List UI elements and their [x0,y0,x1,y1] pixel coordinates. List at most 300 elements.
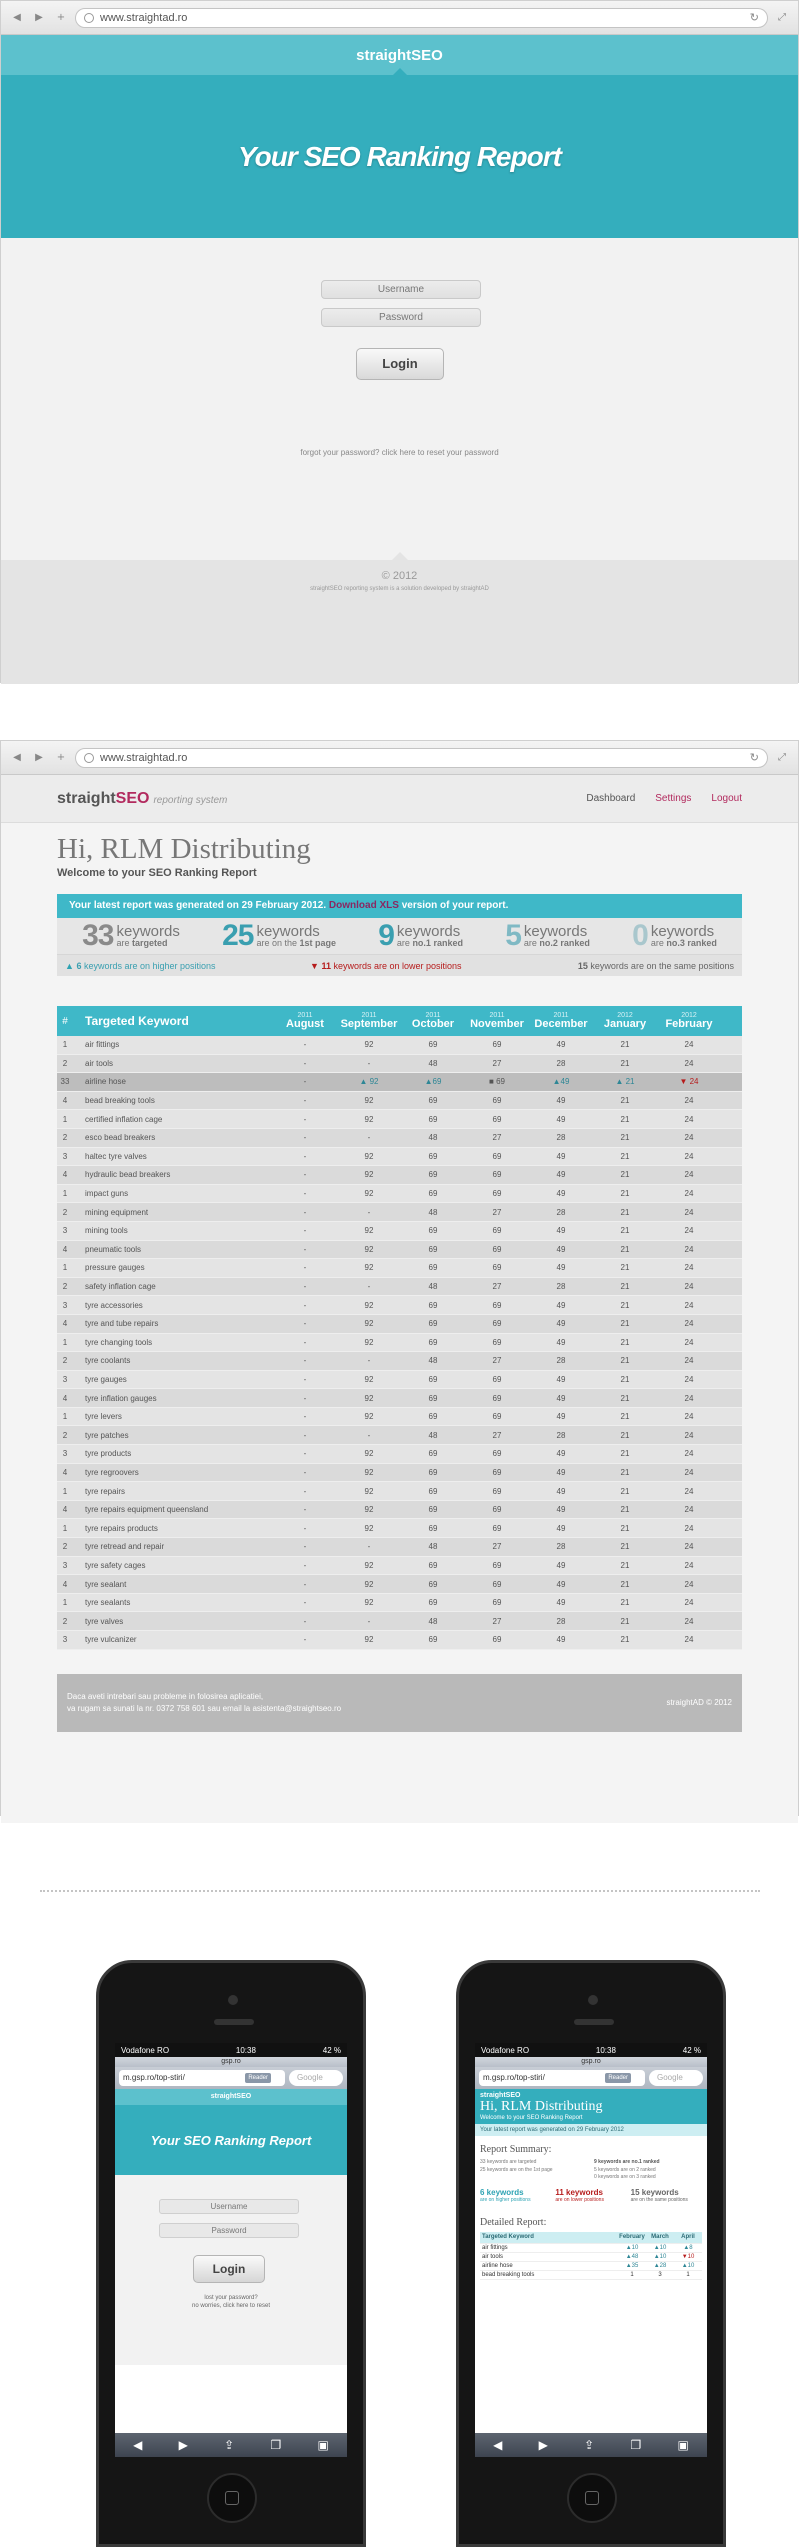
summary-first-page: 25 keywords are on the 1st page [480,2166,553,2173]
row-rank: 49 [556,1263,566,1273]
row-rank: - [367,1133,371,1143]
back-icon[interactable]: ◀ [13,752,21,763]
row-rank: 49 [556,1523,566,1533]
table-row[interactable] [57,1148,742,1167]
month-header[interactable] [529,1012,593,1030]
table-row[interactable] [57,1055,742,1074]
table-row[interactable] [57,1259,742,1278]
table-row[interactable] [57,1073,742,1092]
stat-block [222,921,336,951]
row-rank: 24 [684,1449,694,1459]
row-rank: - [367,1356,371,1366]
address-bar[interactable] [75,8,768,28]
stat-block [82,921,180,951]
table-row[interactable] [57,1315,742,1334]
row-rank: 92 [364,1151,374,1161]
mobile-table-row[interactable] [480,2244,702,2253]
forgot-password-link[interactable]: forgot your password? click here to reset your password [300,448,499,457]
row-number: 1 [62,1114,68,1124]
row-rank: 21 [620,1170,630,1180]
row-rank: 21 [620,1058,630,1068]
row-rank: 24 [684,1133,694,1143]
row-number: 3 [62,1560,68,1570]
brand-logo[interactable] [57,790,227,808]
row-rank: ▲69 [424,1077,442,1087]
row-rank: 69 [492,1449,502,1459]
table-row[interactable] [57,1631,742,1650]
row-rank: 69 [428,1189,438,1199]
row-rank: - [303,1282,307,1292]
month-header-year: 2011 [361,1012,377,1019]
same-label: keywords are on the same positions [590,960,734,971]
table-row[interactable] [57,1352,742,1371]
mobile-row-rank: ▲35 [625,2262,639,2269]
row-rank: 21 [620,1393,630,1403]
phone-left [96,1960,366,2547]
row-keyword: tyre and tube repairs [85,1319,159,1329]
row-rank: 27 [492,1058,502,1068]
globe-icon [84,13,94,23]
row-rank: 21 [620,1412,630,1422]
month-header-year: 2012 [681,1012,697,1019]
lower-count [555,2188,626,2203]
share-icon[interactable]: ⇪ [224,2438,235,2452]
login-footer [1,560,798,684]
table-row[interactable] [57,1464,742,1483]
row-rank: - [303,1244,307,1254]
row-number: 1 [62,1523,68,1533]
stat-number: 33 [82,919,114,952]
browser-chrome [1,741,798,775]
table-row[interactable] [57,1389,742,1408]
row-rank: 24 [684,1300,694,1310]
hero-title: Your SEO Ranking Report [238,140,561,172]
stat-number: 5 [505,919,521,952]
row-rank: 69 [428,1244,438,1254]
row-rank: 21 [620,1040,630,1050]
back-icon[interactable]: ◀ [133,2438,143,2452]
keyword-header[interactable]: Targeted Keyword [85,1014,189,1028]
stat-sublabel-a: are [523,938,540,948]
month-header-month: November [470,1018,524,1030]
row-rank: - [303,1319,307,1329]
row-rank: 24 [684,1505,694,1515]
forward-icon[interactable]: ▶ [35,752,43,763]
mobile-row-rank: ▼10 [681,2253,695,2260]
mobile-url[interactable] [119,2070,285,2086]
mobile-password-field[interactable]: Password [159,2223,299,2238]
plus-icon[interactable]: + [56,752,66,763]
row-keyword: tyre gauges [85,1374,127,1384]
stat-text [116,924,179,948]
forward-icon[interactable]: ▶ [35,12,43,23]
higher-positions [65,961,310,971]
latest-text: Your latest report was generated on 29 February 2012. [69,900,327,911]
table-row[interactable] [57,1612,742,1631]
table-row[interactable] [57,1575,742,1594]
row-rank: - [303,1598,307,1608]
mobile-logo: straightSEO [115,2089,347,2105]
home-button[interactable] [207,2473,257,2523]
mobile-row-rank: ▲10 [681,2262,695,2269]
tabs-icon[interactable]: ▣ [677,2438,689,2452]
row-rank: ▲ 21 [615,1077,635,1087]
higher-count: 6 [76,960,82,971]
row-keyword: tyre inflation gauges [85,1393,157,1403]
row-number: 4 [62,1393,68,1403]
row-rank: 92 [364,1114,374,1124]
same-count: 15 [577,960,588,971]
month-header-year: 2011 [425,1012,441,1019]
tabs-icon[interactable]: ▣ [317,2438,329,2452]
table-row[interactable] [57,1557,742,1576]
forgot-line-1: lost your password? [204,2295,258,2301]
row-rank: 92 [364,1560,374,1570]
reload-icon[interactable]: ↻ [749,751,759,764]
table-row[interactable] [57,1538,742,1557]
login-button[interactable]: Login [356,348,444,380]
row-number: 4 [62,1467,68,1477]
row-keyword: tyre regroovers [85,1467,139,1477]
row-rank: ▼ 24 [679,1077,699,1087]
row-keyword: tyre safety cages [85,1560,146,1570]
mobile-username-field[interactable]: Username [159,2199,299,2214]
row-number: 2 [62,1282,68,1292]
row-rank: 28 [556,1356,566,1366]
month-header[interactable] [401,1012,465,1030]
row-keyword: airline hose [85,1077,126,1087]
download-xls-link[interactable]: Download XLS [328,900,399,911]
username-field[interactable]: Username [321,280,481,299]
password-field[interactable]: Password [321,308,481,327]
row-rank: 21 [620,1374,630,1384]
mobile-row-keyword: airline hose [482,2262,513,2269]
google-search[interactable]: Google [289,2070,343,2086]
row-keyword: pressure gauges [85,1263,145,1273]
row-rank: 92 [364,1486,374,1496]
mobile-table-row[interactable] [480,2253,702,2262]
table-row[interactable] [57,1166,742,1185]
row-rank: - [303,1263,307,1273]
month-header[interactable] [273,1012,337,1030]
row-rank: 49 [556,1226,566,1236]
row-keyword: air fittings [85,1040,120,1050]
row-number: 4 [62,1096,68,1106]
row-rank: 21 [620,1616,630,1626]
row-rank: 69 [492,1598,502,1608]
higher-count-value: 6 keywords [480,2187,524,2197]
row-number: 3 [62,1151,68,1161]
row-rank: 92 [364,1449,374,1459]
row-rank: 69 [428,1449,438,1459]
row-rank: 92 [364,1319,374,1329]
row-rank: 48 [428,1430,438,1440]
mobile-keyword-header: Targeted Keyword [482,2234,534,2240]
row-rank: - [303,1523,307,1533]
row-rank: - [303,1300,307,1310]
table-row[interactable] [57,1334,742,1353]
nav-logout[interactable]: Logout [711,793,742,804]
speaker-grille [574,2019,614,2025]
expand-icon[interactable]: ⤢ [778,752,786,763]
month-header[interactable] [593,1012,657,1030]
footer-help [67,1691,667,1715]
footer-line-2: va rugam sa sunati la nr. 0372 758 601 sau email la asistenta@straightseo.ro [67,1703,342,1713]
battery: 42 % [322,2045,341,2055]
table-row[interactable] [57,1482,742,1501]
summary-block [475,2159,707,2182]
mobile-table-row[interactable] [480,2262,702,2271]
row-rank: 27 [492,1356,502,1366]
forward-icon[interactable]: ▶ [538,2438,548,2452]
row-number: 2 [62,1133,68,1143]
summary-targeted: 33 keywords are targeted [480,2159,537,2165]
stat-sublabel-a: are [116,938,132,948]
row-rank: 49 [556,1598,566,1608]
summary-right [594,2159,702,2182]
footer-line-1: Daca aveti intrebari sau probleme in folosirea aplicatiei, [67,1691,264,1701]
report-brand: straightSEO [480,2092,521,2099]
row-rank: 69 [428,1040,438,1050]
reader-button[interactable]: Reader [245,2073,271,2083]
mobile-hero-title: Your SEO Ranking Report [115,2105,347,2175]
home-button[interactable] [567,2473,617,2523]
up-arrow-icon: ▲ [65,960,74,971]
table-row[interactable] [57,1129,742,1148]
mobile-row-rank: ▲10 [653,2253,667,2260]
back-icon[interactable]: ◀ [13,12,21,23]
row-rank: 92 [364,1300,374,1310]
row-rank: 24 [684,1486,694,1496]
forward-icon[interactable]: ▶ [178,2438,188,2452]
row-rank: 69 [428,1523,438,1533]
row-rank: 28 [556,1282,566,1292]
month-header[interactable] [465,1012,529,1030]
row-rank: 69 [492,1579,502,1589]
row-rank: 21 [620,1486,630,1496]
row-rank: 92 [364,1579,374,1589]
month-header-month: December [534,1018,588,1030]
row-rank: - [303,1449,307,1459]
row-keyword: tyre valves [85,1616,124,1626]
welcome-text: Welcome to your SEO Ranking Report [57,867,257,879]
stat-label: keywords [396,923,461,940]
row-rank: 69 [428,1467,438,1477]
month-header-year: 2012 [617,1012,633,1019]
expand-icon[interactable]: ⤢ [778,12,786,23]
table-row[interactable] [57,1445,742,1464]
row-rank: 69 [428,1170,438,1180]
footer-credit: straightSEO reporting system is a solution developed by straightAD [310,586,489,592]
month-header-month: February [665,1018,713,1030]
address-bar[interactable] [75,748,768,768]
table-row[interactable] [57,1241,742,1260]
row-number: 2 [62,1616,68,1626]
row-rank: 21 [620,1151,630,1161]
row-rank: - [303,1486,307,1496]
logo: straightSEO [356,46,443,64]
row-number: 1 [62,1598,68,1608]
table-body [57,1036,742,1650]
table-row[interactable] [57,1594,742,1613]
row-rank: 92 [364,1337,374,1347]
row-rank: 92 [364,1393,374,1403]
page-domain: gsp.ro [475,2057,707,2067]
row-rank: 24 [684,1058,694,1068]
row-rank: - [303,1189,307,1199]
table-row[interactable] [57,1371,742,1390]
stat-sublabel-b: no.1 ranked [412,938,463,948]
stat-label: keywords [523,923,588,940]
month-header-year: 2011 [553,1012,569,1019]
row-rank: 69 [428,1114,438,1124]
row-rank: 49 [556,1040,566,1050]
mobile-col-2: March [651,2234,669,2240]
movement-counts [475,2182,707,2209]
row-rank: 92 [364,1467,374,1477]
row-rank: 49 [556,1579,566,1589]
row-rank: 24 [684,1374,694,1384]
stat-sublabel-b: no.3 ranked [666,938,717,948]
table-row[interactable] [57,1408,742,1427]
mobile-row-rank: 1 [686,2271,690,2278]
page-domain: gsp.ro [115,2057,347,2067]
row-rank: 48 [428,1133,438,1143]
row-rank: - [303,1356,307,1366]
row-keyword: impact guns [85,1189,129,1199]
row-rank: 69 [428,1374,438,1384]
table-row[interactable] [57,1110,742,1129]
mobile-url[interactable] [479,2070,645,2086]
row-rank: 69 [492,1560,502,1570]
bookmarks-icon[interactable]: ❐ [270,2438,282,2452]
table-row[interactable] [57,1519,742,1538]
row-rank: 92 [364,1189,374,1199]
row-rank: 69 [492,1170,502,1180]
google-search[interactable]: Google [649,2070,703,2086]
brand-part-a: straight [57,789,116,807]
row-rank: 92 [364,1635,374,1645]
row-keyword: pneumatic tools [85,1244,142,1254]
table-row[interactable] [57,1092,742,1111]
row-rank: 27 [492,1207,502,1217]
row-rank: 21 [620,1207,630,1217]
row-rank: - [303,1393,307,1403]
reader-button[interactable]: Reader [605,2073,631,2083]
mobile-login-button[interactable]: Login [193,2255,265,2283]
row-rank: 21 [620,1282,630,1292]
row-rank: 21 [620,1300,630,1310]
camera-icon [228,1995,238,2005]
bookmarks-icon[interactable]: ❐ [630,2438,642,2452]
mobile-row-rank: ▲10 [653,2244,667,2251]
month-header-year: 2011 [297,1012,313,1019]
row-rank: 49 [556,1635,566,1645]
stat-label: keywords [116,923,180,940]
row-rank: 27 [492,1542,502,1552]
home-square-icon [585,2491,599,2505]
row-keyword: safety inflation cage [85,1282,156,1292]
home-square-icon [225,2491,239,2505]
row-keyword: tyre sealant [85,1579,127,1589]
month-header[interactable] [337,1012,401,1030]
row-rank: 21 [620,1244,630,1254]
back-icon[interactable]: ◀ [493,2438,503,2452]
stat-label: keywords [256,923,320,940]
nav-dashboard[interactable]: Dashboard [586,793,636,804]
latest-text-end: version of your report. [401,900,509,911]
row-rank: - [367,1058,371,1068]
table-row[interactable] [57,1036,742,1055]
row-rank: 69 [492,1337,502,1347]
row-number: 2 [62,1058,68,1068]
row-rank: 69 [428,1319,438,1329]
stat-number: 25 [222,919,254,952]
stat-number: 0 [632,919,648,952]
mobile-forgot-link[interactable] [115,2295,347,2311]
row-rank: 69 [492,1300,502,1310]
row-rank: - [303,1374,307,1384]
row-rank: 92 [364,1505,374,1515]
row-rank: 21 [620,1523,630,1533]
stat-sublabel-b: targeted [132,938,168,948]
latest-report-banner [57,894,742,918]
plus-icon[interactable]: + [56,12,66,23]
table-row[interactable] [57,1278,742,1297]
month-header-year: 2011 [489,1012,505,1019]
row-rank: 69 [492,1226,502,1236]
row-rank: 21 [620,1189,630,1199]
mobile-table-row[interactable] [480,2271,702,2280]
mobile-row-rank: 3 [658,2271,662,2278]
row-rank: 21 [620,1598,630,1608]
row-rank: 28 [556,1207,566,1217]
table-row[interactable] [57,1501,742,1520]
row-rank: 69 [492,1523,502,1533]
summary-left [480,2159,588,2182]
reload-icon[interactable]: ↻ [749,11,759,24]
nav-settings[interactable]: Settings [655,793,692,804]
table-row[interactable] [57,1185,742,1204]
row-rank: 49 [556,1449,566,1459]
table-row[interactable] [57,1296,742,1315]
row-rank: 69 [428,1337,438,1347]
table-row[interactable] [57,1222,742,1241]
month-header[interactable] [657,1012,721,1030]
stat-sublabel-b: no.2 ranked [539,938,590,948]
row-rank: 21 [620,1560,630,1570]
row-keyword: tyre accessories [85,1300,143,1310]
row-number: 33 [60,1077,70,1087]
mobile-table-header [480,2232,702,2244]
row-rank: 24 [684,1244,694,1254]
row-rank: 28 [556,1542,566,1552]
row-rank: 28 [556,1058,566,1068]
stat-text [651,924,717,948]
browser-window-dashboard [0,740,799,1816]
row-number: 3 [62,1635,68,1645]
table-row[interactable] [57,1203,742,1222]
globe-icon [84,753,94,763]
same-count-value: 15 keywords [630,2187,679,2197]
table-row[interactable] [57,1426,742,1445]
mobile-login-form [115,2175,347,2365]
row-rank: 24 [684,1096,694,1106]
stat-sublabel [397,939,463,948]
share-icon[interactable]: ⇪ [584,2438,595,2452]
row-rank: 49 [556,1244,566,1254]
dashboard-header [1,775,798,823]
